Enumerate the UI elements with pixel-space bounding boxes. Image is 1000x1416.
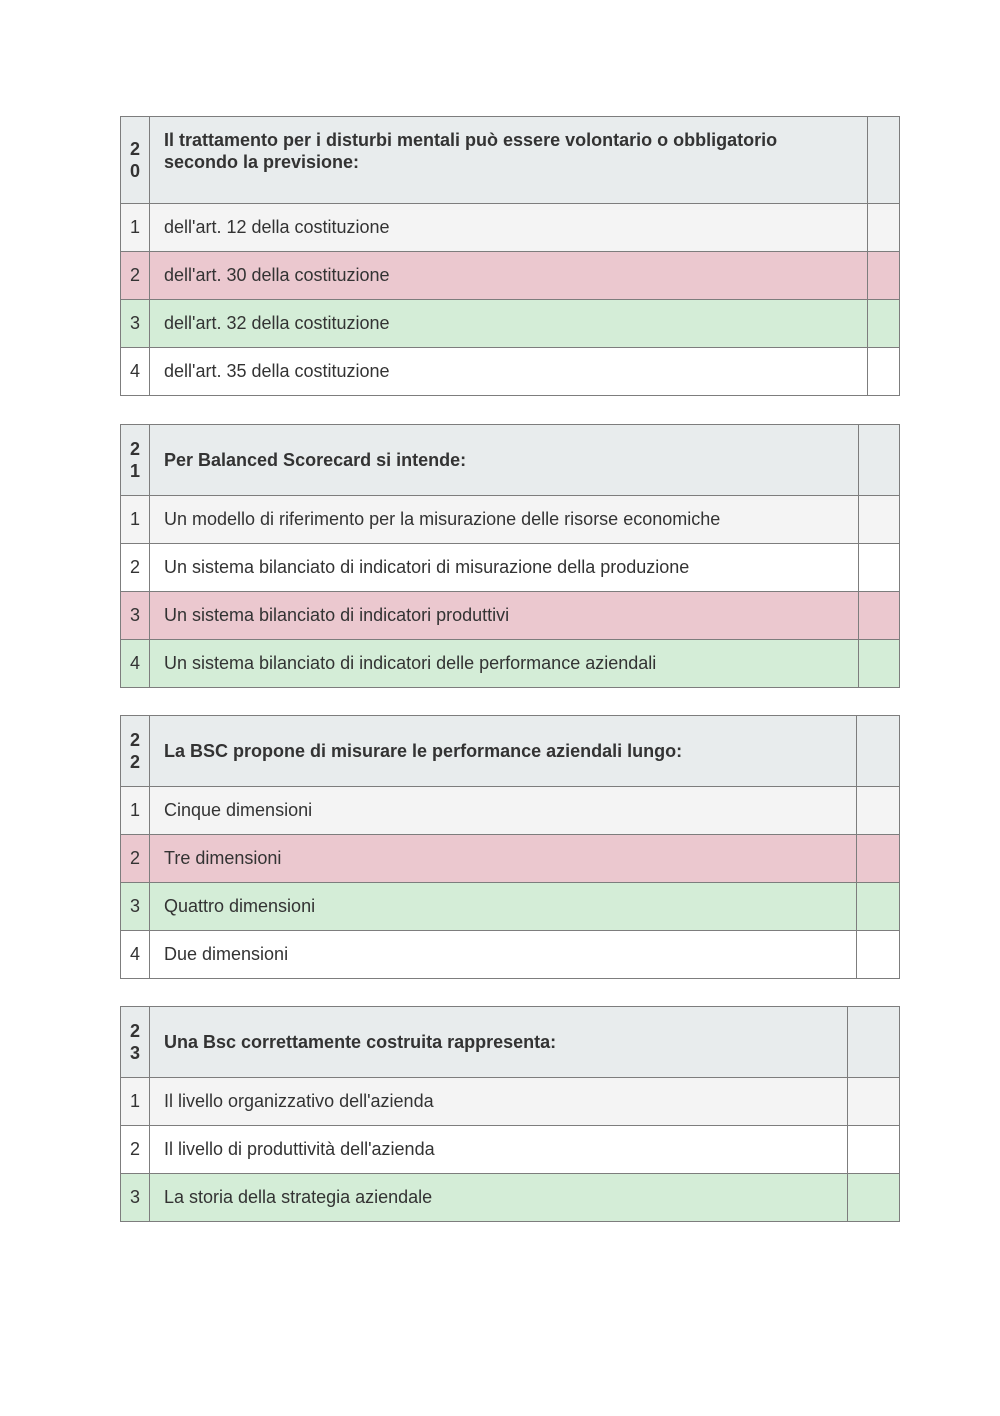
question-text: Per Balanced Scorecard si intende: [150, 425, 859, 496]
answer-number: 2 [121, 252, 150, 300]
answer-mark-cell [859, 425, 900, 496]
answer-mark-cell [868, 204, 900, 252]
answer-text: Quattro dimensioni [150, 883, 857, 931]
question-text: Una Bsc correttamente costruita rappresenta: [150, 1007, 848, 1078]
answer-text: Il livello di produttività dell'azienda [150, 1126, 848, 1174]
answer-text: dell'art. 32 della costituzione [150, 300, 868, 348]
answer-row-correct [121, 300, 900, 348]
answer-mark-cell [868, 348, 900, 396]
question-number: 20 [121, 117, 150, 204]
answer-row [121, 1126, 900, 1174]
answer-row [121, 1078, 900, 1126]
answer-row [121, 496, 900, 544]
answer-row [121, 348, 900, 396]
answer-mark-cell [868, 300, 900, 348]
answer-number: 3 [121, 300, 150, 348]
answer-number: 1 [121, 204, 150, 252]
answer-number: 3 [121, 1174, 150, 1222]
answer-text: Il livello organizzativo dell'azienda [150, 1078, 848, 1126]
answer-text: dell'art. 30 della costituzione [150, 252, 868, 300]
answer-row-correct [121, 883, 900, 931]
answer-mark-cell [857, 931, 900, 979]
answer-number: 1 [121, 1078, 150, 1126]
question-table-20 [120, 116, 900, 396]
answer-number: 1 [121, 496, 150, 544]
question-table-22 [120, 715, 900, 979]
answer-mark-cell [859, 592, 900, 640]
answer-mark-cell [848, 1126, 900, 1174]
answer-row-wrong [121, 592, 900, 640]
answer-text: Cinque dimensioni [150, 787, 857, 835]
answer-mark-cell [848, 1078, 900, 1126]
answer-mark-cell [859, 640, 900, 688]
answer-text: Due dimensioni [150, 931, 857, 979]
answer-text: La storia della strategia aziendale [150, 1174, 848, 1222]
answer-number: 4 [121, 348, 150, 396]
answer-mark-cell [857, 835, 900, 883]
question-text: La BSC propone di misurare le performance aziendali lungo: [150, 716, 857, 787]
answer-row-correct [121, 640, 900, 688]
answer-mark-cell [868, 252, 900, 300]
answer-mark-cell [868, 117, 900, 204]
answer-text: Un sistema bilanciato di indicatori di misurazione della produzione [150, 544, 859, 592]
question-table-21 [120, 424, 900, 688]
answer-text: dell'art. 35 della costituzione [150, 348, 868, 396]
answer-mark-cell [848, 1007, 900, 1078]
answer-row [121, 204, 900, 252]
answer-text: dell'art. 12 della costituzione [150, 204, 868, 252]
answer-mark-cell [848, 1174, 900, 1222]
answer-row [121, 544, 900, 592]
answer-mark-cell [859, 496, 900, 544]
question-number: 23 [121, 1007, 150, 1078]
question-number: 22 [121, 716, 150, 787]
answer-number: 3 [121, 592, 150, 640]
answer-text: Tre dimensioni [150, 835, 857, 883]
answer-row-wrong [121, 252, 900, 300]
answer-row [121, 787, 900, 835]
answer-row-correct [121, 1174, 900, 1222]
question-table-23 [120, 1006, 900, 1222]
answer-mark-cell [857, 787, 900, 835]
answer-mark-cell [857, 883, 900, 931]
answer-number: 4 [121, 931, 150, 979]
answer-row [121, 931, 900, 979]
answer-text: Un sistema bilanciato di indicatori delle performance aziendali [150, 640, 859, 688]
answer-number: 2 [121, 544, 150, 592]
answer-number: 3 [121, 883, 150, 931]
answer-text: Un sistema bilanciato di indicatori produttivi [150, 592, 859, 640]
answer-number: 1 [121, 787, 150, 835]
answer-number: 2 [121, 1126, 150, 1174]
question-number: 21 [121, 425, 150, 496]
answer-mark-cell [857, 716, 900, 787]
answer-mark-cell [859, 544, 900, 592]
answer-row-wrong [121, 835, 900, 883]
answer-number: 2 [121, 835, 150, 883]
answer-number: 4 [121, 640, 150, 688]
question-text: Il trattamento per i disturbi mentali può essere volontario o obbligatorio secondo la previsione: [150, 117, 868, 204]
answer-text: Un modello di riferimento per la misurazione delle risorse economiche [150, 496, 859, 544]
